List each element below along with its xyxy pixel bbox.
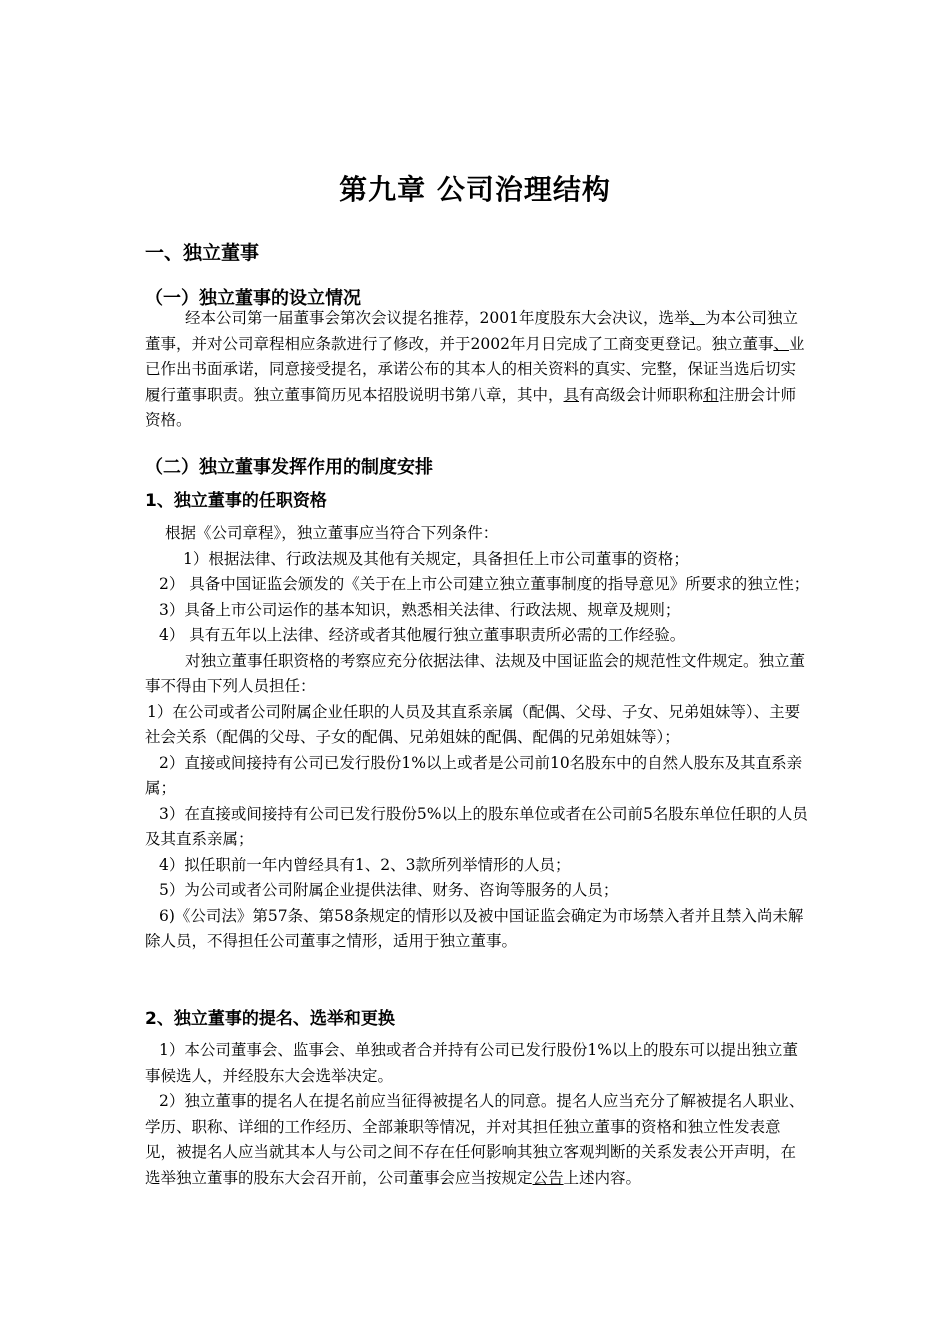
exclusion-item: 2）直接或间接持有公司已发行股份1%以上或者是公司前10名股东中的自然人股东及其直系亲属； (145, 753, 803, 797)
exclusion-item: 6)《公司法》第57条、第58条规定的情形以及被中国证监会确定为市场禁入者并且禁入尚未解除人员，不得担任公司董事之情形，适用于独立董事。 (145, 906, 804, 950)
exclusion-item: 5）为公司或者公司附属企业提供法律、财务、咨询等服务的人员； (159, 881, 619, 899)
condition-item: 4） 具有五年以上法律、经济或者其他履行独立董事职责所必需的工作经验。 (159, 626, 686, 644)
item-heading-nomination: 2、独立董事的提名、选举和更换 (145, 1009, 395, 1029)
chapter-title: 第九章 公司治理结构 (339, 173, 611, 206)
condition-item: 3）具备上市公司运作的基本知识，熟悉相关法律、行政法规、规章及规则； (159, 600, 681, 619)
exclusion-item: 4）拟任职前一年内曾经具有1、2、3款所列举情形的人员； (159, 855, 571, 874)
nomination-block (145, 1038, 810, 1191)
nomination-paragraph-2: 2）独立董事的提名人在提名前应当征得被提名人的同意。提名人应当充分了解被提名人职业、学历、职称、详细的工作经历、全部兼职等情况，并对其担任独立董事的资格和独立性发表意见，被提名人应当就其本人与公司之间不存在任何影响其独立客观判断的关系发表公开声明，在选举独立董事的股东大会召开前，公司董事会应当按规定公告上述内容。 (145, 1092, 805, 1187)
item-heading-qualifications: 1、独立董事的任职资格 (145, 491, 327, 511)
condition-item: 2） 具备中国证监会颁发的《关于在上市公司建立独立董事制度的指导意见》所要求的独立性； (159, 575, 810, 593)
subsection-heading-institutional-arrangements: （二）独立董事发挥作用的制度安排 (145, 457, 433, 478)
establishment-paragraph-block (145, 306, 810, 434)
exclusion-item: 3）在直接或间接持有公司已发行股份5%以上的股东单位或者在公司前5名股东单位任职的人员及其直系亲属； (145, 804, 808, 848)
section-heading-independent-directors: 一、独立董事 (145, 242, 260, 264)
qualifications-intro: 根据《公司章程》，独立董事应当符合下列条件： (165, 524, 499, 542)
exclusion-item: 1）在公司或者公司附属企业任职的人员及其直系亲属（配偶、父母、子女、兄弟姐妹等）、主要社会关系（配偶的父母、子女的配偶、兄弟姐妹的配偶、配偶的兄弟姐妹等）； (145, 702, 801, 746)
establishment-paragraph: 经本公司第一届董事会第次会议提名推荐，2001年度股东大会决议，选举、为本公司独立董事，并对公司章程相应条款进行了修改，并于2002年月日完成了工商变更登记。独立董事、业已作出书面承诺，同意接受提名，承诺公布的其本人的相关资料的真实、完整，保证当选后切实履行董事职责。独立董事简历见本招股说明书第八章，其中，具有高级会计师职称和注册会计师资格。 (145, 309, 805, 429)
qualifications-review: 对独立董事任职资格的考察应充分依据法律、法规及中国证监会的规范性文件规定。独立董事不得由下列人员担任： (145, 651, 806, 695)
condition-item: 1）根据法律、行政法规及其他有关规定，具备担任上市公司董事的资格； (183, 549, 689, 568)
nomination-paragraph-1: 1）本公司董事会、监事会、单独或者合并持有公司已发行股份1%以上的股东可以提出独立董事候选人，并经股东大会选举决定。 (145, 1041, 798, 1085)
subsection-heading-establishment: （一）独立董事的设立情况 (145, 288, 361, 309)
qualifications-block (145, 521, 810, 955)
